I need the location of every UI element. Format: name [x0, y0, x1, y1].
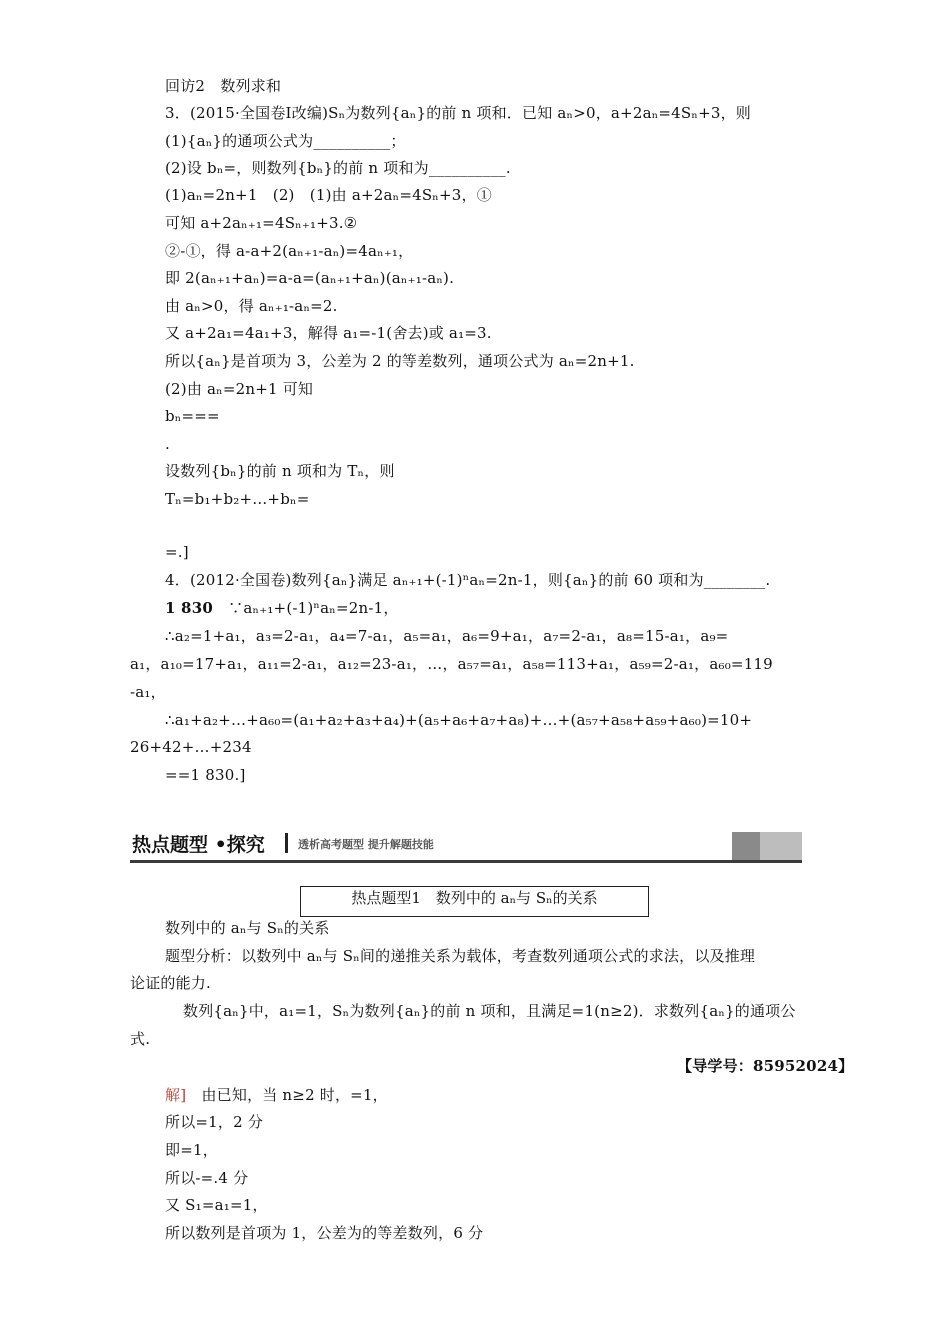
text-line: 解] 由已知，当 n≥2 时，=1， [165, 1086, 388, 1104]
text-line: ②-①，得 a-a+2(aₙ₊₁-aₙ)=4aₙ₊₁， [165, 242, 414, 260]
text-line: 数列中的 aₙ与 Sₙ的关系 [165, 919, 330, 937]
banner-title: 热点题型 •探究 [132, 834, 265, 856]
text-line: (1){aₙ}的通项公式为__________； [165, 132, 406, 150]
section-banner [130, 824, 802, 863]
text-line: a₁，a₁₀=17+a₁，a₁₁=2-a₁，a₁₂=23-a₁，…，a₅₇=a₁，a₅₈=113+a₁，a₅₉=2-a₁，a₆₀=119 [130, 655, 773, 673]
text-line: ∴a₂=1+a₁，a₃=2-a₁，a₄=7-a₁，a₅=a₁，a₆=9+a₁，a₇=2-a₁，a₈=15-a₁，a₉= [165, 627, 729, 645]
text-line: 即=1， [165, 1141, 218, 1159]
text-line: . [165, 435, 170, 453]
text-line: -a₁， [130, 683, 166, 701]
text-line: 【导学号：85952024】 [677, 1057, 854, 1075]
banner-divider [285, 833, 288, 853]
text-line: 回访2 数列求和 [165, 77, 282, 95]
text-line: ==1 830.] [165, 766, 246, 784]
text-line: 又 S₁=a₁=1， [165, 1196, 268, 1214]
text-line: bₙ=== [165, 407, 220, 425]
text-line: 26+42+…+234 [130, 738, 252, 756]
banner-decoration-dark [732, 832, 760, 860]
text-line: 所以=1，2 分 [165, 1113, 264, 1131]
text-line: 所以{aₙ}是首项为 3，公差为 2 的等差数列，通项公式为 aₙ=2n+1. [165, 352, 635, 370]
text-line: (2)由 aₙ=2n+1 可知 [165, 380, 314, 398]
banner-subtitle: 透析高考题型 提升解题技能 [298, 838, 434, 851]
text-line: 3．(2015·全国卷Ⅰ改编)Sₙ为数列{aₙ}的前 n 项和．已知 aₙ>0，a+2aₙ=4Sₙ+3，则 [165, 104, 751, 122]
text-line: 式. [130, 1030, 151, 1048]
text-line: 数列{aₙ}中，a₁=1，Sₙ为数列{aₙ}的前 n 项和，且满足=1(n≥2)．求数列{aₙ}的通项公 [183, 1002, 796, 1020]
text-line: 所以-=.4 分 [165, 1169, 249, 1187]
text-line: 4．(2012·全国卷)数列{aₙ}满足 aₙ₊₁+(-1)ⁿaₙ=2n-1，则{aₙ}的前 60 项和为________. [165, 571, 771, 589]
text-line: 设数列{bₙ}的前 n 项和为 Tₙ，则 [165, 462, 395, 480]
text-line: 所以数列是首项为 1，公差为的等差数列，6 分 [165, 1224, 484, 1242]
text-line: 可知 a+2aₙ₊₁=4Sₙ₊₁+3.② [165, 214, 358, 232]
topic-heading-box: 热点题型1 数列中的 aₙ与 Sₙ的关系 [300, 886, 649, 917]
text-line: (1)aₙ=2n+1 (2) (1)由 a+2aₙ=4Sₙ+3，① [165, 186, 492, 204]
text-line: 论证的能力. [130, 974, 211, 992]
text-line: 即 2(aₙ₊₁+aₙ)=a-a=(aₙ₊₁+aₙ)(aₙ₊₁-aₙ). [165, 269, 455, 287]
text-line: 题型分析：以数列中 aₙ与 Sₙ间的递推关系为载体，考查数列通项公式的求法，以及推理 [165, 947, 756, 965]
text-line: 又 a+2a₁=4a₁+3，解得 a₁=-1(舍去)或 a₁=3. [165, 324, 492, 342]
text-line: 由 aₙ>0，得 aₙ₊₁-aₙ=2. [165, 297, 338, 315]
text-line: ∴a₁+a₂+…+a₆₀=(a₁+a₂+a₃+a₄)+(a₅+a₆+a₇+a₈)+…+(a₅₇+a₅₈+a₅₉+a₆₀)=10+ [165, 711, 753, 729]
text-line: (2)设 bₙ=，则数列{bₙ}的前 n 项和为__________. [165, 159, 511, 177]
text-line: 1 830 ∵aₙ₊₁+(-1)ⁿaₙ=2n-1， [165, 599, 399, 617]
text-line: =.] [165, 543, 189, 561]
banner-decoration-light [760, 832, 802, 860]
text-line: Tₙ=b₁+b₂+…+bₙ= [165, 490, 310, 508]
